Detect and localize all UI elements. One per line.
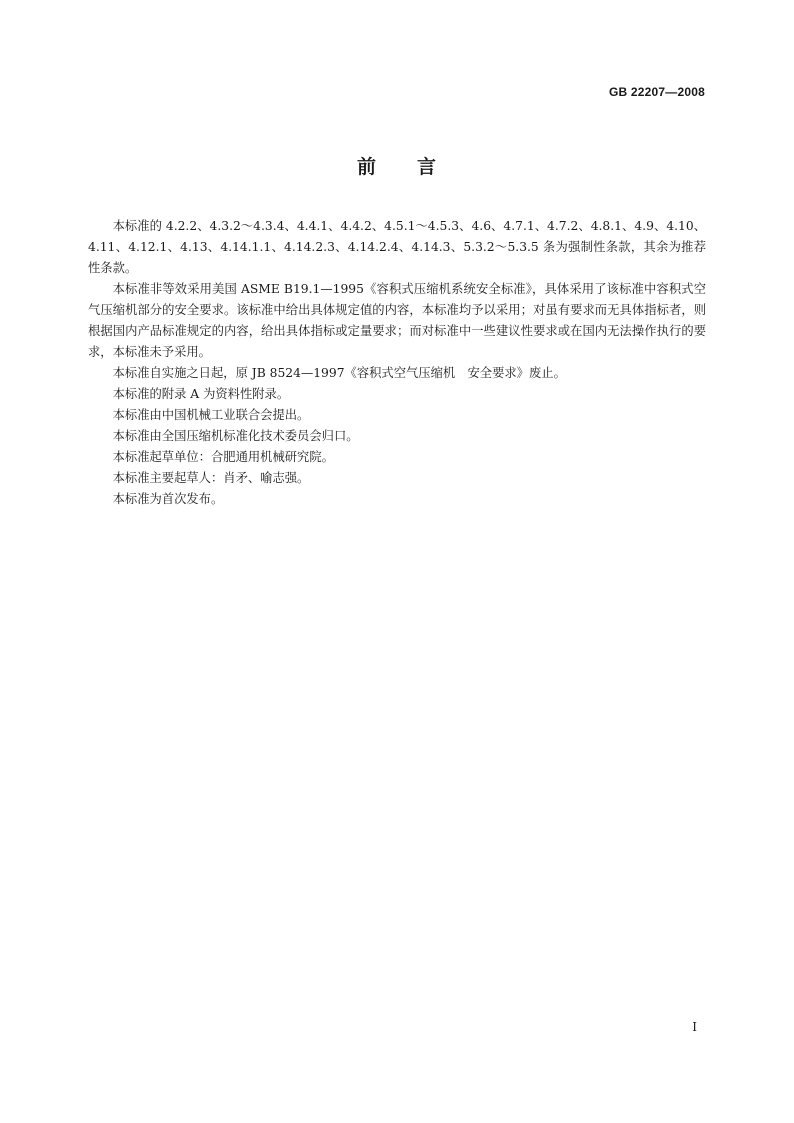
paragraph-adoption: 本标准非等效采用美国 ASME B19.1—1995《容积式压缩机系统安全标准》，具体采用了该标准中容积式空气压缩机部分的安全要求。该标准中给出具体规定值的内容，本标准均予以采用；对虽有要求而无具体指标者，则根据国内产品标准规定的内容，给出具体指标或定量要求；而对标准中一些建议性要求或在国内无法操作执行的要求，本标准未予采用。 <box>88 282 706 359</box>
page-title-char-1: 前 <box>356 156 377 178</box>
paragraph-technical-committee: 本标准由全国压缩机标准化技术委员会归口。 <box>112 429 359 443</box>
paragraph-drafters: 本标准主要起草人：肖矛、喻志强。 <box>112 471 310 485</box>
paragraph-drafting-unit: 本标准起草单位：合肥通用机械研究院。 <box>112 450 334 464</box>
page-title-char-2: 言 <box>417 156 438 178</box>
paragraph-mandatory-clauses: 本标准的 4.2.2、4.3.2～4.3.4、4.4.1、4.4.2、4.5.1～4.5.3、4.6、4.7.1、4.7.2、4.8.1、4.9、4.10、4.11、4.12.1、4.13、4.14.1.1、4.14.2.3、4.14.2.4、4.14.3、5.3.2～5.3.5 条为强制性条款，其余为推荐性条款。 <box>88 219 706 275</box>
paragraph-first-release: 本标准为首次发布。 <box>112 492 224 506</box>
page-number: I <box>692 1020 697 1034</box>
foreword-body <box>88 216 706 510</box>
paragraph-proposed-by: 本标准由中国机械工业联合会提出。 <box>112 408 310 422</box>
paragraph-annex: 本标准的附录 A 为资料性附录。 <box>112 387 290 401</box>
paragraph-supersedes: 本标准自实施之日起，原 JB 8524—1997《容积式空气压缩机 安全要求》废止。 <box>112 366 566 380</box>
page-title <box>0 152 794 179</box>
standard-code: GB 22207—2008 <box>609 85 705 99</box>
